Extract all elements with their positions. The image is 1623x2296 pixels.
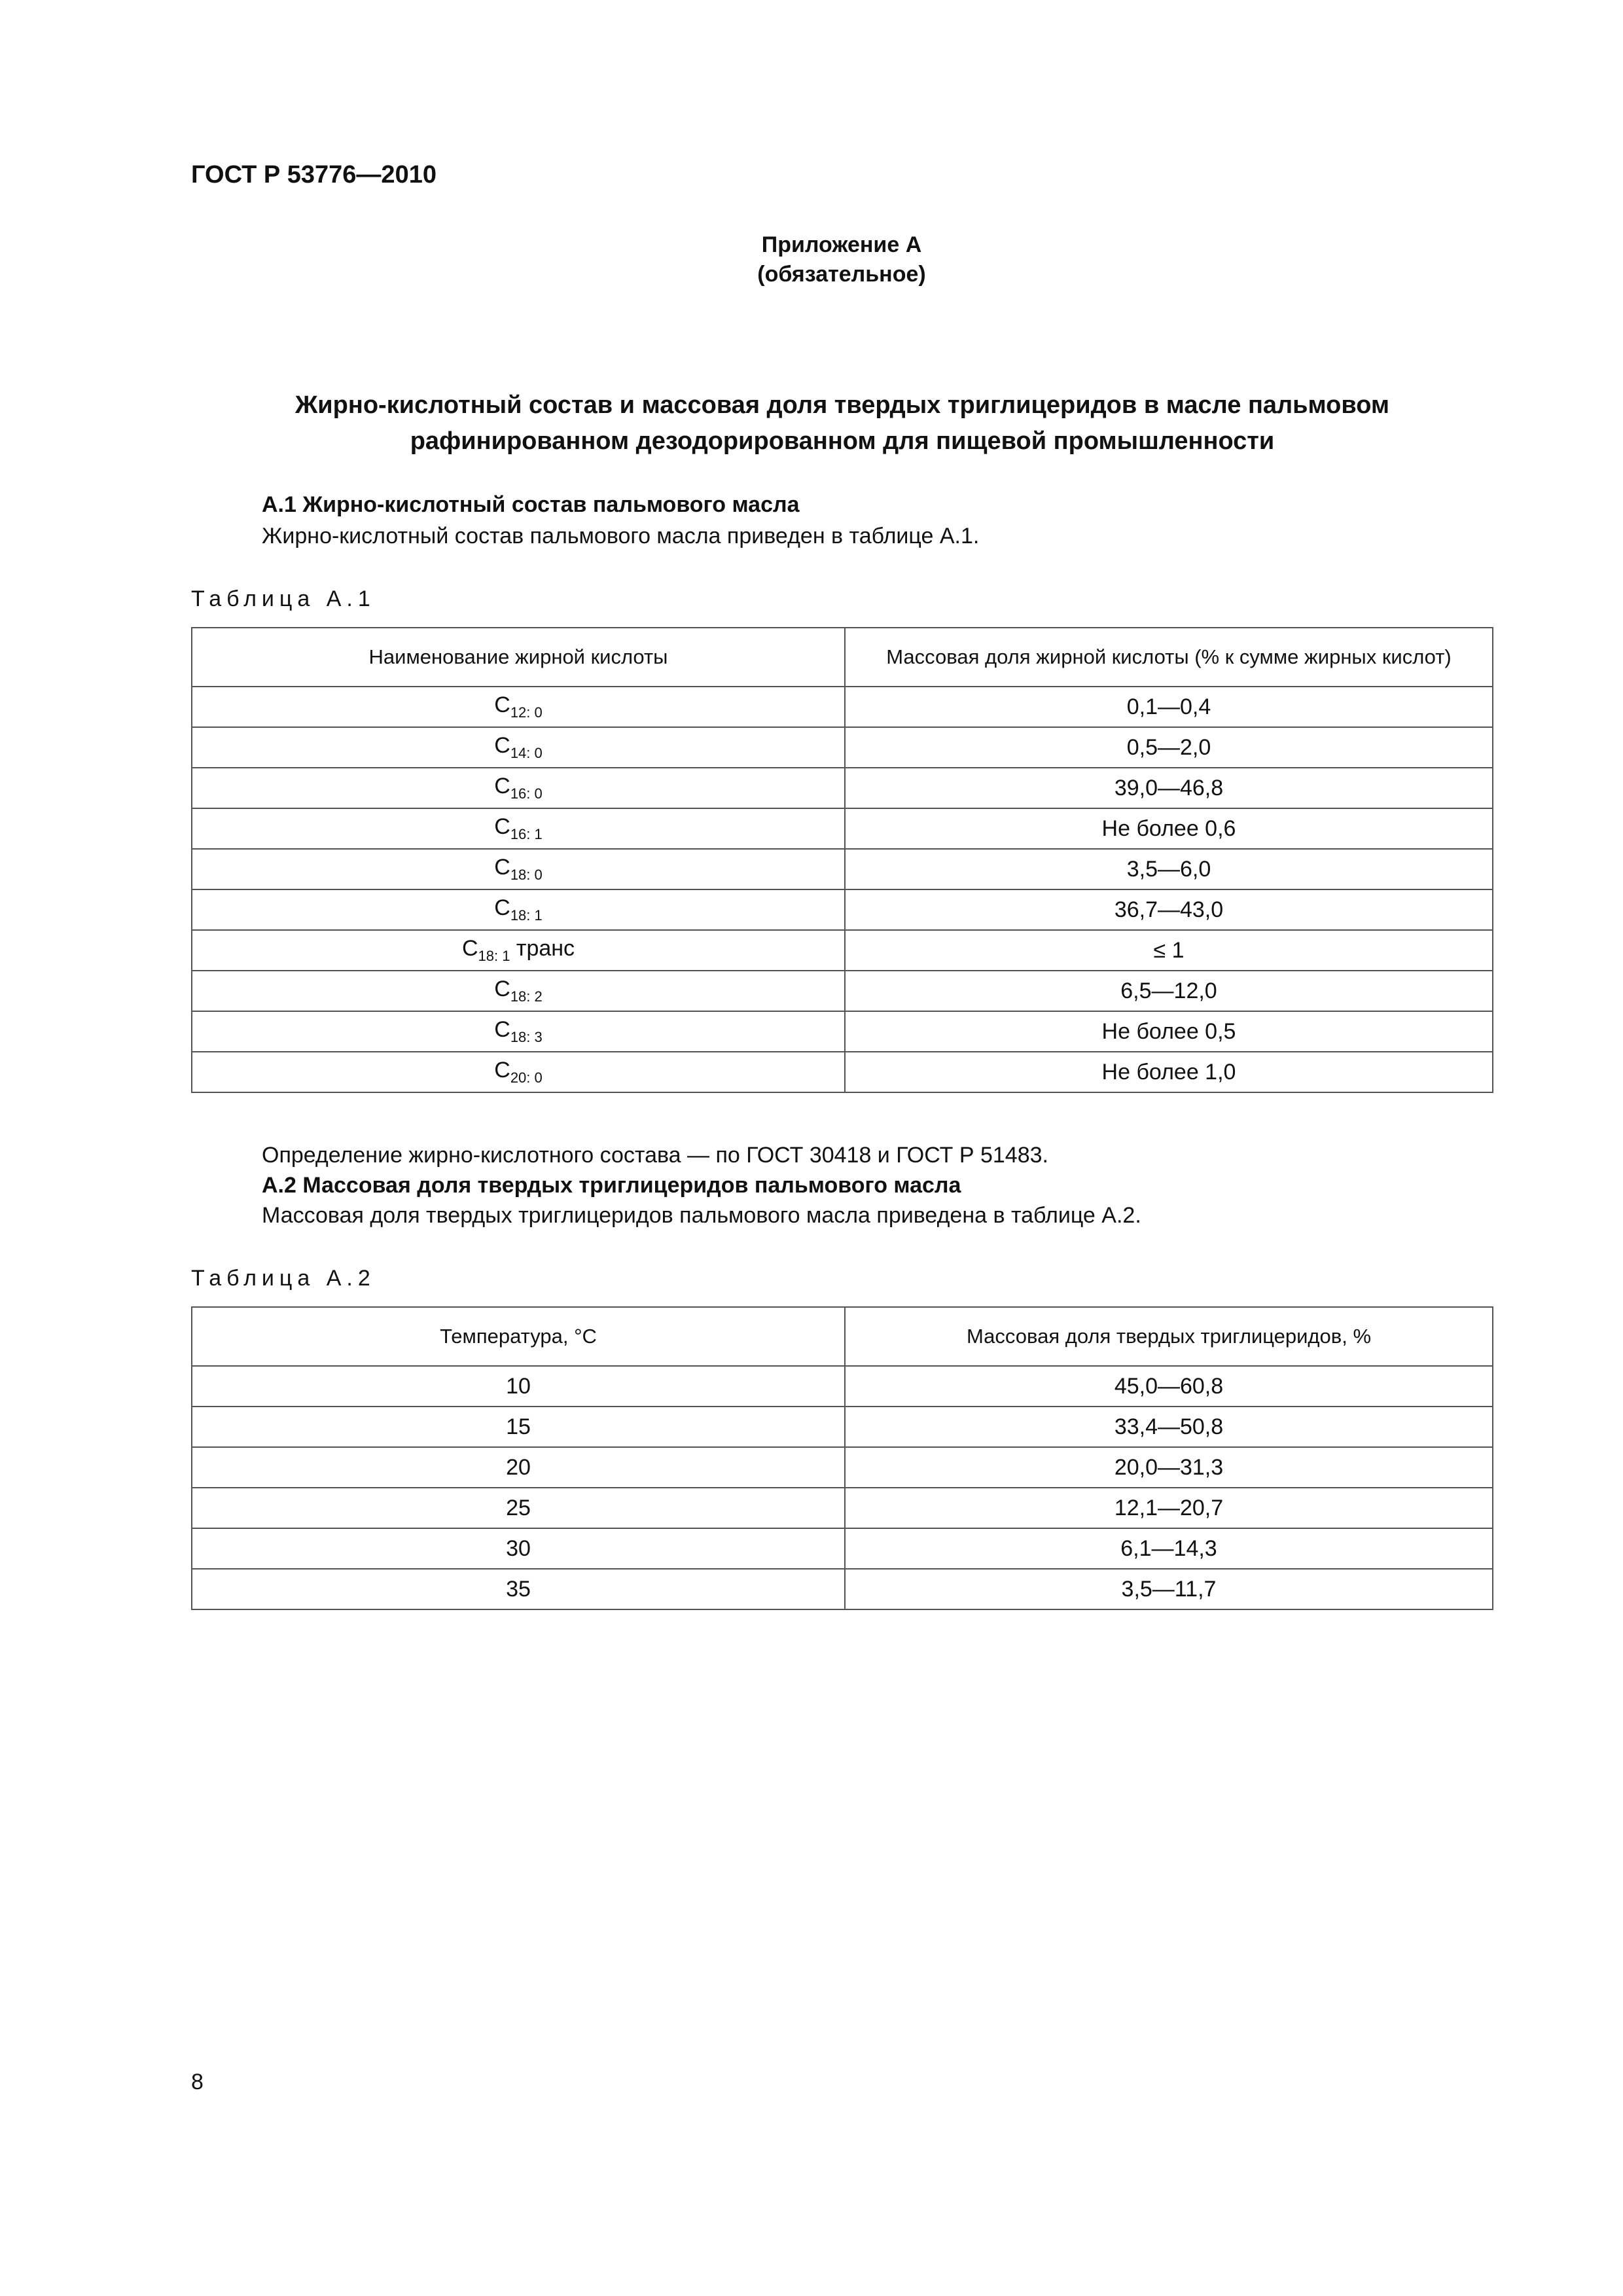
acid-subscript: 18: 0 bbox=[510, 866, 543, 883]
temperature-value: 10 bbox=[192, 1366, 845, 1407]
acid-symbol: С bbox=[494, 814, 510, 840]
acid-symbol: С bbox=[494, 733, 510, 759]
table-a1-header-fraction: Массовая доля жирной кислоты (% к сумме жирных кислот) bbox=[845, 628, 1493, 687]
section-a1-text: Жирно-кислотный состав пальмового масла приведен в таблице А.1. bbox=[262, 524, 980, 548]
table-row bbox=[192, 1569, 1493, 1609]
acid-symbol: С bbox=[494, 977, 510, 1002]
main-title-line-1: Жирно-кислотный состав и массовая доля твердых триглицеридов в масле пальмовом bbox=[294, 391, 1390, 419]
table-row bbox=[192, 930, 1493, 971]
acid-suffix: транс bbox=[510, 936, 575, 961]
solid-triglycerides-value: 33,4—50,8 bbox=[845, 1407, 1493, 1447]
table-row bbox=[192, 687, 1493, 727]
section-a2-heading: А.2 Массовая доля твердых триглицеридов пальмового масла bbox=[262, 1173, 961, 1198]
table-a1-body bbox=[192, 687, 1493, 1092]
note-a1: Определение жирно-кислотного состава — по ГОСТ 30418 и ГОСТ Р 51483. bbox=[262, 1143, 1048, 1168]
table-row bbox=[192, 1488, 1493, 1528]
table-a2-header-temperature: Температура, °С bbox=[192, 1307, 845, 1366]
solid-triglycerides-value: 12,1—20,7 bbox=[845, 1488, 1493, 1528]
fatty-acid-name bbox=[192, 889, 845, 930]
solid-triglycerides-value: 20,0—31,3 bbox=[845, 1447, 1493, 1488]
table-row bbox=[192, 727, 1493, 768]
table-row bbox=[192, 1447, 1493, 1488]
table-a2-header-fraction: Массовая доля твердых триглицеридов, % bbox=[845, 1307, 1493, 1366]
temperature-value: 20 bbox=[192, 1447, 845, 1488]
mass-fraction-value: Не более 0,6 bbox=[845, 808, 1493, 849]
acid-subscript: 18: 2 bbox=[510, 988, 543, 1005]
fatty-acid-name bbox=[192, 849, 845, 889]
mass-fraction-value: 6,5—12,0 bbox=[845, 971, 1493, 1011]
acid-symbol: С bbox=[494, 692, 510, 718]
table-row bbox=[192, 1407, 1493, 1447]
acid-subscript: 12: 0 bbox=[510, 704, 543, 721]
mass-fraction-value: Не более 0,5 bbox=[845, 1011, 1493, 1052]
table-a2-caption: Таблица А.2 bbox=[191, 1266, 376, 1291]
mass-fraction-value: Не более 1,0 bbox=[845, 1052, 1493, 1092]
mass-fraction-value: 3,5—6,0 bbox=[845, 849, 1493, 889]
solid-triglycerides-value: 45,0—60,8 bbox=[845, 1366, 1493, 1407]
acid-subscript: 14: 0 bbox=[510, 744, 543, 761]
mass-fraction-value: ≤ 1 bbox=[845, 930, 1493, 971]
acid-subscript: 20: 0 bbox=[510, 1069, 543, 1086]
acid-subscript: 16: 1 bbox=[510, 825, 543, 842]
fatty-acid-name bbox=[192, 971, 845, 1011]
acid-symbol: С bbox=[494, 1017, 510, 1043]
table-row bbox=[192, 1528, 1493, 1569]
table-a1-header-row bbox=[192, 628, 1493, 687]
mass-fraction-value: 39,0—46,8 bbox=[845, 768, 1493, 808]
acid-symbol: С bbox=[494, 774, 510, 799]
section-a2-text: Массовая доля твердых триглицеридов пальмового масла приведена в таблице А.2. bbox=[262, 1203, 1141, 1228]
fatty-acid-name bbox=[192, 808, 845, 849]
main-title bbox=[191, 387, 1493, 459]
temperature-value: 25 bbox=[192, 1488, 845, 1528]
table-row bbox=[192, 1052, 1493, 1092]
table-row bbox=[192, 849, 1493, 889]
table-row bbox=[192, 768, 1493, 808]
acid-symbol: С bbox=[494, 1058, 510, 1083]
table-row bbox=[192, 808, 1493, 849]
table-row bbox=[192, 1366, 1493, 1407]
appendix-status: (обязательное) bbox=[757, 262, 926, 287]
acid-symbol: С bbox=[494, 895, 510, 921]
section-a1-heading: А.1 Жирно-кислотный состав пальмового масла bbox=[262, 492, 800, 517]
acid-subscript: 18: 3 bbox=[510, 1028, 543, 1045]
fatty-acid-name bbox=[192, 1011, 845, 1052]
fatty-acid-name bbox=[192, 1052, 845, 1092]
main-title-line-2: рафинированном дезодорированном для пищевой промышленности bbox=[410, 427, 1275, 455]
table-row bbox=[192, 971, 1493, 1011]
acid-subscript: 16: 0 bbox=[510, 785, 543, 802]
solid-triglycerides-value: 3,5—11,7 bbox=[845, 1569, 1493, 1609]
acid-symbol: С bbox=[461, 936, 478, 961]
fatty-acid-name bbox=[192, 687, 845, 727]
appendix-title: Приложение А bbox=[761, 232, 922, 257]
table-a2-header-row bbox=[192, 1307, 1493, 1366]
table-a1 bbox=[191, 627, 1493, 1093]
table-a2-body bbox=[192, 1366, 1493, 1609]
temperature-value: 15 bbox=[192, 1407, 845, 1447]
mass-fraction-value: 0,5—2,0 bbox=[845, 727, 1493, 768]
table-a2 bbox=[191, 1306, 1493, 1610]
acid-subscript: 18: 1 bbox=[478, 947, 510, 964]
temperature-value: 35 bbox=[192, 1569, 845, 1609]
solid-triglycerides-value: 6,1—14,3 bbox=[845, 1528, 1493, 1569]
table-row bbox=[192, 889, 1493, 930]
temperature-value: 30 bbox=[192, 1528, 845, 1569]
page-number: 8 bbox=[191, 2070, 204, 2094]
table-a1-caption: Таблица А.1 bbox=[191, 586, 376, 611]
acid-subscript: 18: 1 bbox=[510, 906, 543, 924]
mass-fraction-value: 0,1—0,4 bbox=[845, 687, 1493, 727]
table-row bbox=[192, 1011, 1493, 1052]
acid-symbol: С bbox=[494, 855, 510, 880]
fatty-acid-name bbox=[192, 930, 845, 971]
fatty-acid-name bbox=[192, 768, 845, 808]
fatty-acid-name bbox=[192, 727, 845, 768]
table-a1-header-acid: Наименование жирной кислоты bbox=[192, 628, 845, 687]
document-id: ГОСТ Р 53776—2010 bbox=[191, 161, 437, 188]
mass-fraction-value: 36,7—43,0 bbox=[845, 889, 1493, 930]
